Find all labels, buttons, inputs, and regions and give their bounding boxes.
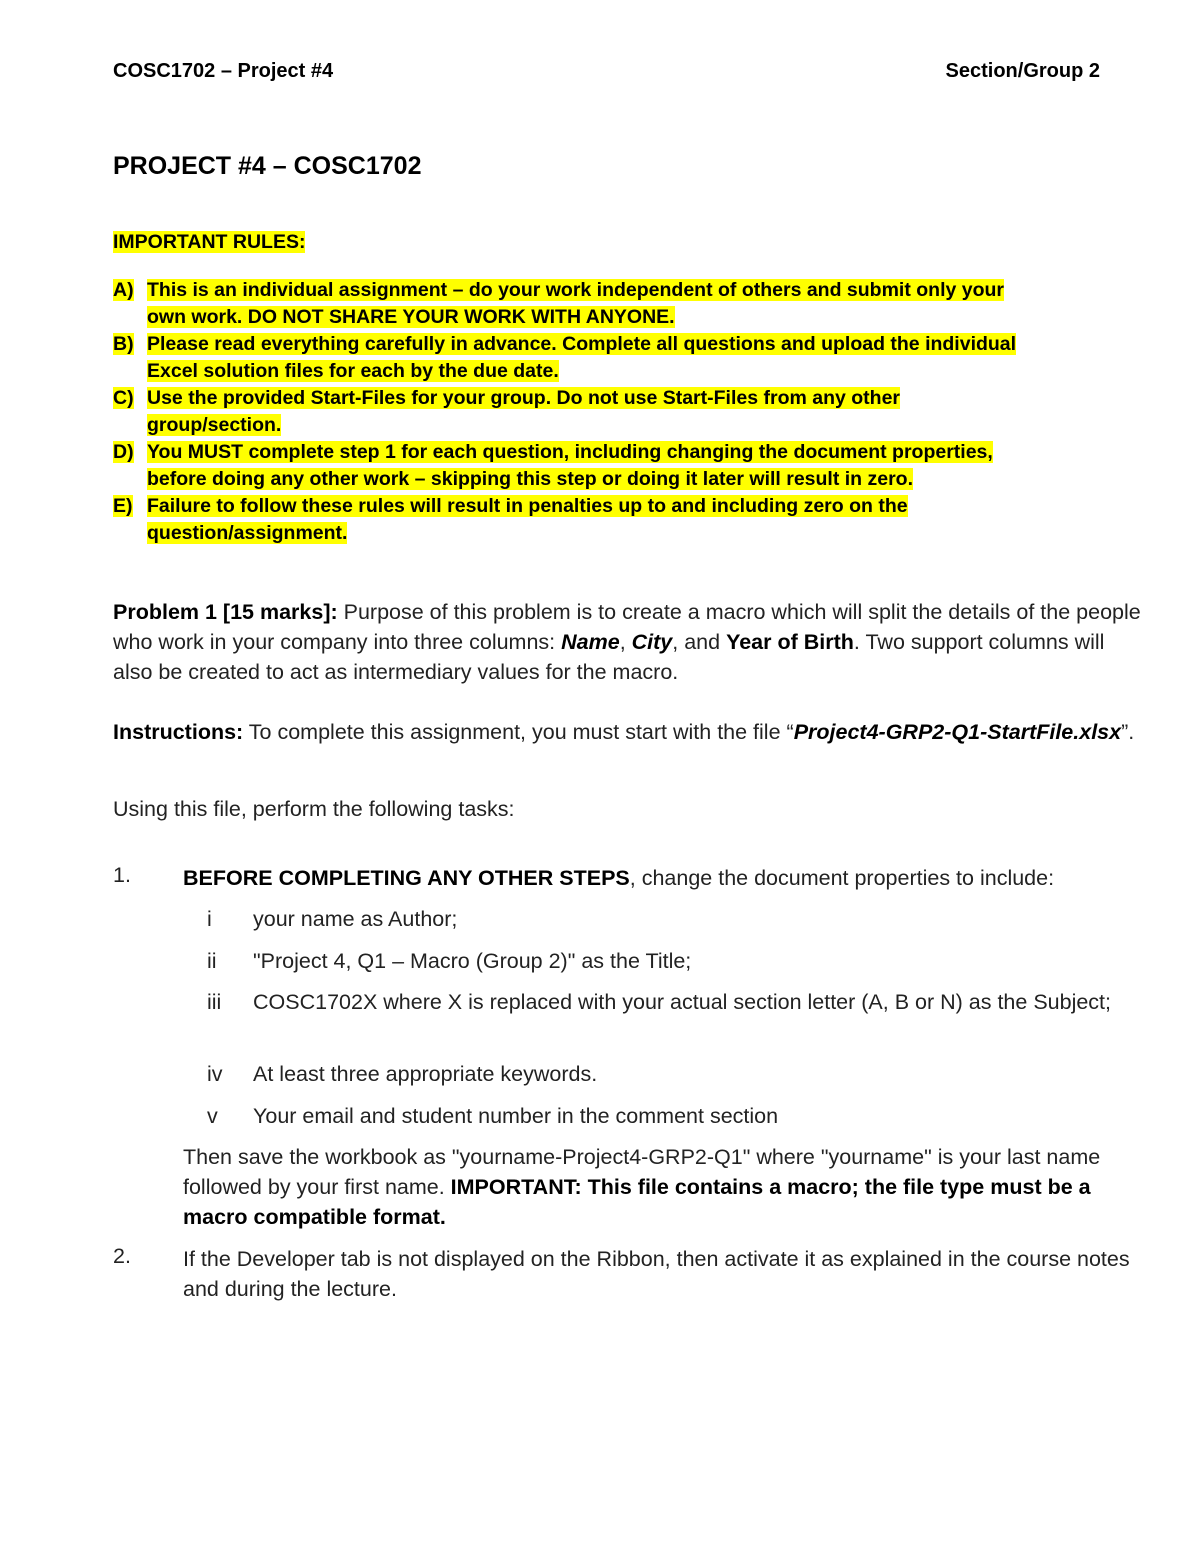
name-term: Name xyxy=(561,630,620,654)
step-1-sub-item: ii "Project 4, Q1 – Macro (Group 2)" as the Title; xyxy=(207,949,692,973)
step-1-sub-item: i your name as Author; xyxy=(207,907,458,931)
problem-1-label: Problem 1 [15 marks]: xyxy=(113,600,338,624)
rule-text: Failure to follow these rules will result in penalties up to and including zero on the question/assignment. xyxy=(147,495,908,544)
step-2-text: If the Developer tab is not displayed on the Ribbon, then activate it as explained in the course notes and during the lecture. xyxy=(183,1247,1130,1301)
rule-letter: B) xyxy=(113,333,134,355)
header-section: Section/Group 2 xyxy=(945,60,1100,82)
instructions-paragraph: Instructions: To complete this assignment, you must start with the file “Project4-GRP2-Q1-StartFile.xlsx”. xyxy=(113,720,1135,744)
problem-1-paragraph: Problem 1 [15 marks]: Purpose of this problem is to create a macro which will split the details of the people who work in your company into three columns: Name, City, and Year of Birth. Two support columns will also be created to act as intermediary values for the macro. xyxy=(113,600,1141,684)
rule-text: This is an individual assignment – do your work independent of others and submit only your own work. DO NOT SHARE YOUR WORK WITH ANYONE. xyxy=(147,279,1005,328)
rule-text: Use the provided Start-Files for your group. Do not use Start-Files from any other group/section. xyxy=(147,387,901,436)
rules-heading: IMPORTANT RULES: xyxy=(113,231,306,253)
rule-item xyxy=(113,439,1113,493)
header-course: COSC1702 – Project #4 xyxy=(113,60,334,82)
step-1-sub-item: iv At least three appropriate keywords. xyxy=(207,1062,598,1086)
step-1-sub-item: iii COSC1702X where X is replaced with your actual section letter (A, B or N) as the Subject; xyxy=(207,990,1112,1014)
rule-item xyxy=(113,385,1113,439)
rule-letter: D) xyxy=(113,441,134,463)
step-1-number: 1. xyxy=(113,863,131,887)
step-2-number: 2. xyxy=(113,1244,131,1268)
step-1-text: BEFORE COMPLETING ANY OTHER STEPS, change the document properties to include: xyxy=(183,866,1055,890)
step-1-save-instructions: Then save the workbook as "yourname-Project4-GRP2-Q1" where "yourname" is your last name followed by your first name. IMPORTANT: This file contains a macro; the file type must be a macro compatible format. xyxy=(183,1145,1101,1229)
rule-letter: A) xyxy=(113,279,134,301)
city-term: City xyxy=(631,630,673,654)
start-file-name: Project4-GRP2-Q1-StartFile.xlsx xyxy=(793,720,1122,744)
step-1-sub-item: v Your email and student number in the comment section xyxy=(207,1104,779,1128)
year-of-birth-term: Year of Birth xyxy=(726,630,854,654)
rule-item xyxy=(113,277,1113,331)
rule-text: Please read everything carefully in advance. Complete all questions and upload the individual Excel solution files for each by the due date. xyxy=(147,333,1017,382)
rules-list xyxy=(113,277,1113,547)
rule-text: You MUST complete step 1 for each question, including changing the document properties, before doing any other work – skipping this step or doing it later will result in zero. xyxy=(147,441,993,490)
rule-letter: E) xyxy=(113,495,133,517)
using-file-text: Using this file, perform the following tasks: xyxy=(113,797,515,821)
instructions-label: Instructions: xyxy=(113,720,244,744)
rule-item xyxy=(113,493,1113,547)
important-note: IMPORTANT: This file contains a macro; the file type must be a macro compatible format. xyxy=(183,1175,1091,1229)
rule-item xyxy=(113,331,1113,385)
rule-letter: C) xyxy=(113,387,134,409)
page-title: PROJECT #4 – COSC1702 xyxy=(113,152,422,180)
